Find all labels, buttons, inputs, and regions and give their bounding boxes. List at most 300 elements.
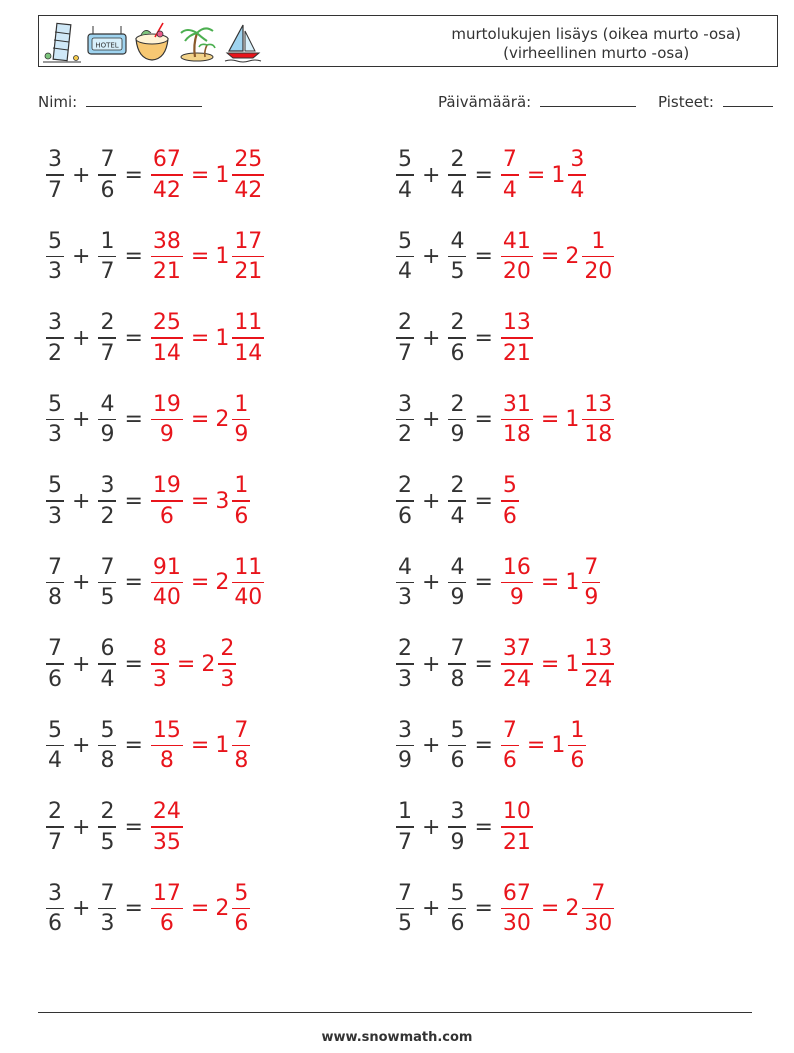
denominator: 8	[100, 748, 115, 774]
numerator: 2	[450, 147, 465, 173]
plus-sign: +	[72, 570, 91, 595]
fraction-bar	[501, 582, 533, 584]
addend-fraction	[46, 555, 64, 611]
answer	[499, 799, 535, 855]
denominator: 20	[584, 259, 613, 285]
fraction-bar	[98, 174, 116, 176]
numerator: 17	[234, 228, 263, 254]
fraction-bar	[46, 908, 64, 910]
mixed-whole-part: 1	[215, 325, 230, 351]
equals-sign: =	[176, 651, 196, 677]
fraction-bar	[98, 500, 116, 502]
plus-sign: +	[422, 651, 441, 677]
addend-fraction	[396, 229, 414, 285]
numerator: 25	[234, 147, 263, 173]
fraction-bar	[448, 582, 466, 584]
denominator: 2	[398, 422, 412, 448]
problem-item	[394, 713, 588, 779]
score-line[interactable]	[723, 92, 773, 107]
equals-sign: =	[474, 570, 493, 595]
equals-sign: =	[474, 651, 493, 677]
problem-item	[44, 142, 266, 208]
answer	[499, 310, 535, 366]
numerator: 1	[234, 473, 249, 499]
equals-sign: =	[190, 733, 210, 758]
fraction-bar	[582, 663, 614, 665]
addend-fraction	[46, 310, 64, 366]
denominator: 3	[48, 259, 62, 285]
denominator: 9	[584, 585, 599, 611]
denominator: 20	[502, 259, 531, 285]
improper-fraction-answer	[151, 473, 183, 529]
fraction-bar	[396, 256, 414, 258]
title-line-2: (virheellinen murto -osa)	[503, 44, 690, 62]
equals-sign: =	[474, 325, 493, 351]
denominator: 8	[450, 666, 465, 692]
title-line-1: murtolukujen lisäys (oikea murto -osa)	[451, 25, 741, 43]
score-label: Pisteet:	[658, 93, 714, 111]
denominator: 3	[48, 422, 62, 448]
denominator: 3	[100, 911, 115, 937]
denominator: 3	[152, 666, 167, 692]
plus-sign: +	[422, 162, 441, 188]
addend-fraction	[448, 636, 466, 692]
numerator: 19	[152, 473, 181, 499]
fraction-bar	[501, 337, 533, 339]
addend-fraction	[98, 147, 116, 203]
numerator: 2	[450, 310, 465, 336]
denominator: 4	[48, 748, 62, 774]
denominator: 7	[48, 177, 62, 203]
mixed-fraction-part	[582, 636, 614, 692]
plus-sign: +	[422, 325, 441, 351]
denominator: 14	[234, 340, 263, 366]
answer	[499, 147, 588, 203]
fraction-bar	[582, 908, 614, 910]
improper-fraction-answer	[151, 799, 183, 855]
mixed-fraction-part	[232, 718, 250, 774]
improper-fraction-answer	[501, 229, 533, 285]
addend-fraction	[46, 799, 64, 855]
denominator: 42	[152, 177, 181, 203]
mixed-fraction-part	[232, 881, 250, 937]
fraction-bar	[568, 745, 586, 747]
denominator: 6	[100, 177, 115, 203]
improper-fraction-answer	[151, 392, 183, 448]
sailboat-icon	[223, 21, 263, 63]
plus-sign: +	[422, 733, 441, 758]
fraction-bar	[396, 826, 414, 828]
denominator: 7	[100, 259, 115, 285]
coconut-drink-icon	[133, 21, 171, 63]
numerator: 1	[570, 717, 585, 743]
problem-item	[44, 550, 266, 616]
addend-fraction	[448, 718, 466, 774]
addend-fraction	[98, 636, 116, 692]
denominator: 24	[502, 666, 531, 692]
numerator: 41	[502, 228, 531, 254]
mixed-whole-part: 1	[565, 651, 580, 677]
equals-sign: =	[124, 651, 143, 677]
denominator: 35	[152, 829, 181, 855]
equals-sign: =	[540, 570, 560, 595]
fraction-bar	[46, 500, 64, 502]
equals-sign: =	[190, 407, 210, 432]
numerator: 7	[398, 880, 412, 906]
denominator: 7	[48, 829, 62, 855]
numerator: 5	[450, 717, 465, 743]
numerator: 3	[450, 799, 465, 825]
denominator: 4	[398, 259, 412, 285]
mixed-fraction-part	[232, 473, 250, 529]
numerator: 4	[398, 554, 412, 580]
fraction-bar	[98, 663, 116, 665]
numerator: 7	[584, 554, 599, 580]
hotel-sign-icon	[87, 22, 127, 62]
numerator: 7	[450, 636, 465, 662]
denominator: 4	[100, 666, 115, 692]
mixed-whole-part: 2	[201, 651, 216, 677]
footer-url: www.snowmath.com	[321, 1030, 473, 1045]
fraction-bar	[151, 582, 183, 584]
answer	[499, 473, 521, 529]
numerator: 5	[48, 391, 62, 417]
fraction-bar	[151, 419, 183, 421]
fraction-bar	[232, 582, 264, 584]
date-line[interactable]	[540, 92, 636, 107]
denominator: 21	[502, 829, 531, 855]
denominator: 30	[584, 911, 613, 937]
improper-fraction-answer	[501, 473, 519, 529]
improper-fraction-answer	[151, 310, 183, 366]
equals-sign: =	[190, 244, 210, 269]
problem-item	[394, 468, 521, 534]
date-label: Päivämäärä:	[438, 93, 532, 111]
mixed-whole-part: 1	[215, 733, 230, 758]
denominator: 4	[450, 503, 465, 529]
numerator: 91	[152, 554, 181, 580]
answer	[499, 392, 616, 448]
problem-item	[44, 631, 238, 697]
answer	[149, 881, 252, 937]
equals-sign: =	[190, 162, 210, 188]
addend-fraction	[98, 555, 116, 611]
fraction-bar	[448, 500, 466, 502]
numerator: 5	[234, 880, 249, 906]
denominator: 5	[100, 829, 115, 855]
numerator: 3	[48, 880, 62, 906]
equals-sign: =	[540, 651, 560, 677]
improper-fraction-answer	[151, 718, 183, 774]
equals-sign: =	[190, 570, 210, 595]
denominator: 2	[100, 503, 115, 529]
mixed-whole-part: 2	[215, 570, 230, 595]
fraction-bar	[46, 663, 64, 665]
improper-fraction-answer	[151, 229, 183, 285]
numerator: 13	[584, 391, 613, 417]
fraction-bar	[448, 663, 466, 665]
denominator: 9	[509, 585, 524, 611]
fraction-bar	[448, 174, 466, 176]
addend-fraction	[98, 881, 116, 937]
equals-sign: =	[124, 407, 143, 432]
mixed-fraction-part	[582, 392, 614, 448]
equals-sign: =	[124, 814, 143, 840]
denominator: 9	[100, 422, 115, 448]
mixed-fraction-part	[582, 229, 614, 285]
fraction-bar	[448, 908, 466, 910]
plus-sign: +	[422, 488, 441, 514]
answer	[149, 799, 185, 855]
numerator: 5	[502, 473, 517, 499]
numerator: 7	[234, 717, 249, 743]
equals-sign: =	[124, 325, 143, 351]
improper-fraction-answer	[501, 310, 533, 366]
numerator: 38	[152, 228, 181, 254]
numerator: 3	[398, 391, 412, 417]
fraction-bar	[151, 500, 183, 502]
equals-sign: =	[190, 896, 210, 921]
equals-sign: =	[474, 162, 493, 188]
numerator: 31	[502, 391, 531, 417]
addend-fraction	[98, 799, 116, 855]
equals-sign: =	[526, 733, 546, 758]
plus-sign: +	[422, 244, 441, 269]
denominator: 40	[152, 585, 181, 611]
plus-sign: +	[422, 896, 441, 921]
plus-sign: +	[72, 244, 91, 269]
worksheet-title	[451, 25, 741, 63]
fraction-bar	[582, 419, 614, 421]
denominator: 9	[159, 422, 174, 448]
plus-sign: +	[72, 896, 91, 921]
problem-item	[394, 876, 616, 942]
addend-fraction	[98, 718, 116, 774]
numerator: 1	[100, 228, 115, 254]
equals-sign: =	[190, 488, 210, 514]
numerator: 6	[100, 636, 115, 662]
numerator: 2	[398, 473, 412, 499]
denominator: 30	[502, 911, 531, 937]
improper-fraction-answer	[501, 799, 533, 855]
numerator: 5	[48, 717, 62, 743]
denominator: 6	[48, 666, 62, 692]
fraction-bar	[501, 908, 533, 910]
denominator: 5	[450, 259, 465, 285]
problem-item	[44, 305, 266, 371]
numerator: 1	[234, 391, 249, 417]
denominator: 9	[450, 585, 465, 611]
equals-sign: =	[540, 407, 560, 432]
addend-fraction	[396, 718, 414, 774]
numerator: 7	[502, 147, 517, 173]
equals-sign: =	[190, 325, 210, 351]
numerator: 1	[398, 799, 412, 825]
fraction-bar	[448, 826, 466, 828]
numerator: 17	[152, 880, 181, 906]
denominator: 5	[398, 911, 412, 937]
equals-sign: =	[124, 488, 143, 514]
fraction-bar	[232, 337, 264, 339]
mixed-fraction-part	[232, 229, 264, 285]
denominator: 3	[220, 666, 235, 692]
problem-item	[44, 387, 252, 453]
denominator: 9	[398, 748, 412, 774]
numerator: 2	[398, 636, 412, 662]
fraction-bar	[396, 582, 414, 584]
fraction-bar	[232, 174, 264, 176]
problem-item	[394, 631, 616, 697]
fraction-bar	[151, 826, 183, 828]
answer	[149, 147, 266, 203]
equals-sign: =	[124, 733, 143, 758]
plus-sign: +	[72, 733, 91, 758]
numerator: 4	[100, 391, 115, 417]
denominator: 6	[234, 911, 249, 937]
denominator: 7	[398, 340, 412, 366]
fraction-bar	[98, 419, 116, 421]
addend-fraction	[396, 473, 414, 529]
numerator: 2	[48, 799, 62, 825]
fraction-bar	[232, 908, 250, 910]
fraction-bar	[98, 745, 116, 747]
plus-sign: +	[72, 162, 91, 188]
denominator: 4	[570, 177, 585, 203]
denominator: 40	[234, 585, 263, 611]
denominator: 9	[450, 422, 465, 448]
fraction-bar	[151, 174, 183, 176]
numerator: 5	[398, 228, 412, 254]
improper-fraction-answer	[501, 718, 519, 774]
numerator: 7	[502, 717, 517, 743]
fraction-bar	[46, 745, 64, 747]
problem-item	[394, 550, 602, 616]
problem-item	[44, 794, 185, 860]
plus-sign: +	[422, 570, 441, 595]
mixed-whole-part: 2	[565, 244, 580, 269]
tower-icon	[43, 20, 81, 64]
score-field[interactable]	[658, 92, 773, 111]
equals-sign: =	[474, 896, 493, 921]
fraction-bar	[46, 582, 64, 584]
name-line[interactable]	[86, 92, 202, 107]
fraction-bar	[151, 337, 183, 339]
denominator: 9	[234, 422, 249, 448]
problem-item	[44, 468, 252, 534]
denominator: 18	[502, 422, 531, 448]
numerator: 2	[220, 636, 235, 662]
improper-fraction-answer	[151, 555, 183, 611]
numerator: 10	[502, 799, 531, 825]
numerator: 2	[450, 391, 465, 417]
addend-fraction	[98, 310, 116, 366]
problem-item	[44, 713, 252, 779]
equals-sign: =	[540, 244, 560, 269]
numerator: 3	[48, 310, 62, 336]
mixed-whole-part: 2	[215, 407, 230, 432]
mixed-fraction-part	[582, 881, 614, 937]
numerator: 7	[100, 554, 115, 580]
improper-fraction-answer	[501, 636, 533, 692]
header-box	[38, 15, 778, 67]
problem-item	[394, 224, 616, 290]
denominator: 8	[48, 585, 62, 611]
addend-fraction	[396, 310, 414, 366]
improper-fraction-answer	[501, 147, 519, 203]
fraction-bar	[448, 419, 466, 421]
numerator: 7	[48, 636, 62, 662]
fraction-bar	[396, 500, 414, 502]
answer	[149, 310, 266, 366]
addend-fraction	[46, 718, 64, 774]
mixed-fraction-part	[232, 310, 264, 366]
addend-fraction	[396, 392, 414, 448]
fraction-bar	[98, 337, 116, 339]
numerator: 11	[234, 310, 263, 336]
denominator: 3	[398, 666, 412, 692]
denominator: 21	[502, 340, 531, 366]
fraction-bar	[151, 745, 183, 747]
addend-fraction	[98, 473, 116, 529]
plus-sign: +	[72, 407, 91, 432]
fraction-bar	[46, 826, 64, 828]
equals-sign: =	[526, 162, 546, 188]
equals-sign: =	[474, 244, 493, 269]
name-field[interactable]	[38, 92, 202, 111]
numerator: 11	[234, 554, 263, 580]
fraction-bar	[501, 826, 533, 828]
numerator: 15	[152, 717, 181, 743]
name-label: Nimi:	[38, 93, 78, 111]
addend-fraction	[396, 636, 414, 692]
fraction-bar	[582, 256, 614, 258]
denominator: 42	[234, 177, 263, 203]
denominator: 5	[100, 585, 115, 611]
addend-fraction	[448, 310, 466, 366]
equals-sign: =	[474, 488, 493, 514]
problem-item	[44, 224, 266, 290]
improper-fraction-answer	[151, 881, 183, 937]
fraction-bar	[232, 256, 264, 258]
fraction-bar	[501, 174, 519, 176]
numerator: 2	[398, 310, 412, 336]
equals-sign: =	[540, 896, 560, 921]
numerator: 13	[584, 636, 613, 662]
fraction-bar	[98, 582, 116, 584]
fraction-bar	[98, 908, 116, 910]
mixed-fraction-part	[218, 636, 236, 692]
fraction-bar	[98, 256, 116, 258]
numerator: 1	[591, 228, 606, 254]
fraction-bar	[396, 908, 414, 910]
equals-sign: =	[474, 814, 493, 840]
date-field[interactable]	[438, 92, 636, 111]
answer	[149, 229, 266, 285]
denominator: 24	[584, 666, 613, 692]
denominator: 6	[450, 340, 465, 366]
mixed-fraction-part	[232, 555, 264, 611]
fraction-bar	[396, 337, 414, 339]
fraction-bar	[151, 663, 169, 665]
fraction-bar	[448, 256, 466, 258]
addend-fraction	[46, 473, 64, 529]
denominator: 4	[398, 177, 412, 203]
numerator: 16	[502, 554, 531, 580]
addend-fraction	[448, 147, 466, 203]
fraction-bar	[232, 500, 250, 502]
numerator: 3	[48, 147, 62, 173]
fraction-bar	[46, 337, 64, 339]
